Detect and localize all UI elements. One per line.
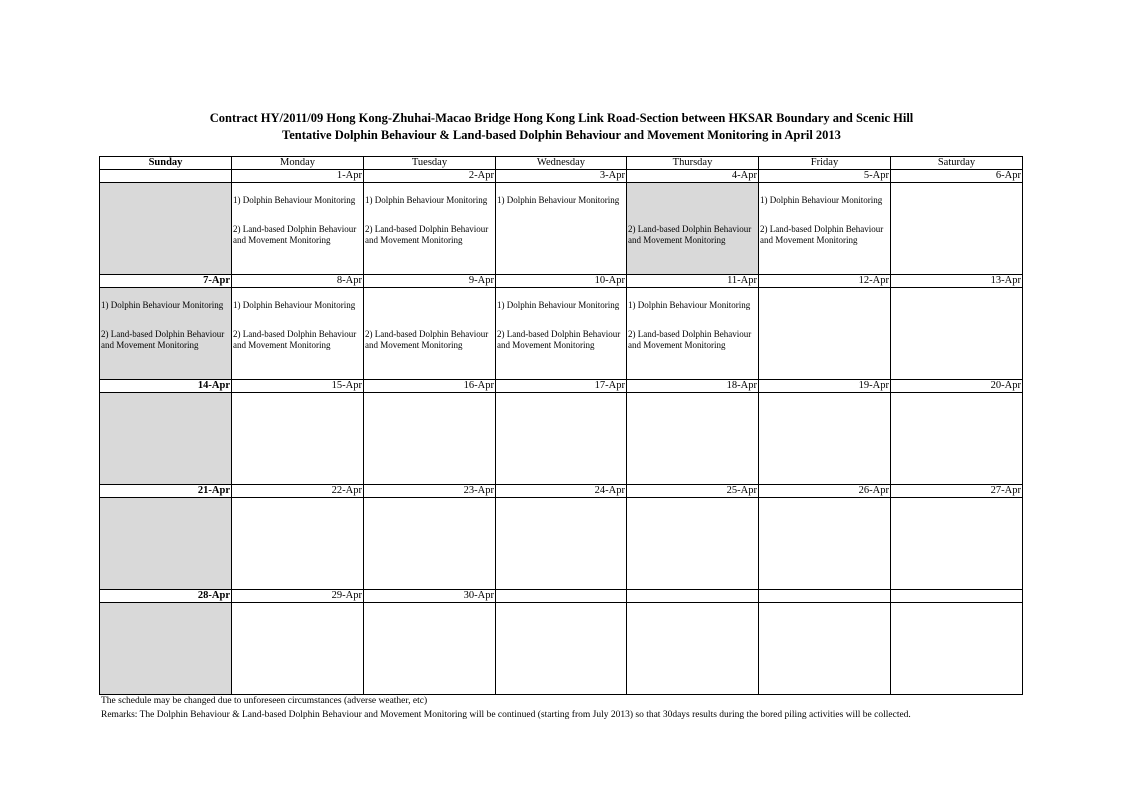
week-activity-row <box>100 393 1023 485</box>
day-cell-friday <box>759 498 891 590</box>
dolphin-behaviour-activity: 1) Dolphin Behaviour Monitoring <box>101 300 224 310</box>
day-cell-sunday <box>100 498 232 590</box>
date-label-sunday: 28-Apr <box>100 590 232 603</box>
dolphin-behaviour-activity: 1) Dolphin Behaviour Monitoring <box>365 195 488 205</box>
day-cell-sunday <box>100 288 232 380</box>
dolphin-behaviour-activity: 1) Dolphin Behaviour Monitoring <box>497 195 620 205</box>
day-cell-sunday <box>100 603 232 695</box>
date-label-tuesday: 30-Apr <box>364 590 496 603</box>
day-cell-monday <box>232 498 364 590</box>
dolphin-behaviour-activity: 1) Dolphin Behaviour Monitoring <box>760 195 883 205</box>
day-cell-sunday <box>100 183 232 275</box>
land-based-monitoring-activity: 2) Land-based Dolphin Behaviour and Movement Monitoring <box>628 224 752 245</box>
date-label-friday: 19-Apr <box>759 380 891 393</box>
day-cell-wednesday <box>496 183 627 275</box>
document-subtitle: Tentative Dolphin Behaviour & Land-based Dolphin Behaviour and Movement Monitoring in April 2013 <box>282 128 841 142</box>
date-label-saturday: 20-Apr <box>891 380 1023 393</box>
day-cell-saturday <box>891 183 1023 275</box>
land-based-monitoring-activity: 2) Land-based Dolphin Behaviour and Movement Monitoring <box>760 224 884 245</box>
day-cell-tuesday <box>364 498 496 590</box>
day-cell-monday <box>232 393 364 485</box>
date-label-wednesday: 17-Apr <box>496 380 627 393</box>
date-label-monday: 22-Apr <box>232 485 364 498</box>
weekday-header-row <box>100 157 1023 170</box>
date-label-monday: 8-Apr <box>232 275 364 288</box>
day-cell-friday <box>759 603 891 695</box>
day-cell-friday <box>759 288 891 380</box>
week-activity-row <box>100 603 1023 695</box>
day-cell-thursday <box>627 183 759 275</box>
date-label-tuesday: 2-Apr <box>364 170 496 183</box>
dolphin-behaviour-activity: 1) Dolphin Behaviour Monitoring <box>628 300 751 310</box>
day-cell-saturday <box>891 603 1023 695</box>
week-activity-row <box>100 288 1023 380</box>
land-based-monitoring-activity: 2) Land-based Dolphin Behaviour and Movement Monitoring <box>101 329 225 350</box>
date-label-saturday <box>891 590 1023 603</box>
day-cell-thursday <box>627 603 759 695</box>
date-label-friday <box>759 590 891 603</box>
day-cell-monday <box>232 183 364 275</box>
week-date-row <box>100 590 1023 603</box>
date-label-monday: 1-Apr <box>232 170 364 183</box>
document-title: Contract HY/2011/09 Hong Kong-Zhuhai-Macao Bridge Hong Kong Link Road-Section between HKSAR Boundary and Scenic Hill <box>209 111 914 125</box>
date-label-monday: 15-Apr <box>232 380 364 393</box>
date-label-thursday: 25-Apr <box>627 485 759 498</box>
day-cell-thursday <box>627 393 759 485</box>
day-cell-wednesday <box>496 393 627 485</box>
date-label-tuesday: 9-Apr <box>364 275 496 288</box>
date-label-sunday: 14-Apr <box>100 380 232 393</box>
date-label-sunday: 7-Apr <box>100 275 232 288</box>
dolphin-behaviour-activity: 1) Dolphin Behaviour Monitoring <box>233 300 356 310</box>
weekday-header-saturday: Saturday <box>891 157 1023 170</box>
date-label-wednesday: 10-Apr <box>496 275 627 288</box>
land-based-monitoring-activity: 2) Land-based Dolphin Behaviour and Movement Monitoring <box>365 329 489 350</box>
day-cell-tuesday <box>364 183 496 275</box>
date-label-saturday: 6-Apr <box>891 170 1023 183</box>
date-label-thursday: 18-Apr <box>627 380 759 393</box>
weekday-header-wednesday: Wednesday <box>496 157 627 170</box>
day-cell-monday <box>232 603 364 695</box>
day-cell-friday <box>759 183 891 275</box>
land-based-monitoring-activity: 2) Land-based Dolphin Behaviour and Movement Monitoring <box>233 224 357 245</box>
week-date-row <box>100 170 1023 183</box>
land-based-monitoring-activity: 2) Land-based Dolphin Behaviour and Movement Monitoring <box>628 329 752 350</box>
day-cell-tuesday <box>364 603 496 695</box>
date-label-monday: 29-Apr <box>232 590 364 603</box>
dolphin-behaviour-activity: 1) Dolphin Behaviour Monitoring <box>497 300 620 310</box>
date-label-friday: 26-Apr <box>759 485 891 498</box>
day-cell-saturday <box>891 393 1023 485</box>
day-cell-wednesday <box>496 288 627 380</box>
week-activity-row <box>100 183 1023 275</box>
date-label-tuesday: 16-Apr <box>364 380 496 393</box>
day-cell-wednesday <box>496 603 627 695</box>
calendar-table <box>99 156 1023 695</box>
day-cell-saturday <box>891 498 1023 590</box>
week-activity-row <box>100 498 1023 590</box>
land-based-monitoring-activity: 2) Land-based Dolphin Behaviour and Movement Monitoring <box>233 329 357 350</box>
day-cell-tuesday <box>364 393 496 485</box>
day-cell-sunday <box>100 393 232 485</box>
day-cell-thursday <box>627 498 759 590</box>
day-cell-saturday <box>891 288 1023 380</box>
weekday-header-tuesday: Tuesday <box>364 157 496 170</box>
date-label-sunday <box>100 170 232 183</box>
calendar-body <box>100 170 1023 695</box>
date-label-friday: 5-Apr <box>759 170 891 183</box>
remarks-note: Remarks: The Dolphin Behaviour & Land-based Dolphin Behaviour and Movement Monitoring will be continued (starting from July 2013) so that 30days results during the bored piling activities will be collected. <box>101 710 911 720</box>
land-based-monitoring-activity: 2) Land-based Dolphin Behaviour and Movement Monitoring <box>365 224 489 245</box>
date-label-wednesday: 3-Apr <box>496 170 627 183</box>
date-label-sunday: 21-Apr <box>100 485 232 498</box>
weekday-header-sunday: Sunday <box>100 157 232 170</box>
date-label-tuesday: 23-Apr <box>364 485 496 498</box>
date-label-saturday: 27-Apr <box>891 485 1023 498</box>
week-date-row <box>100 485 1023 498</box>
land-based-monitoring-activity: 2) Land-based Dolphin Behaviour and Movement Monitoring <box>497 329 621 350</box>
schedule-note: The schedule may be changed due to unforeseen circumstances (adverse weather, etc) <box>101 696 428 706</box>
week-date-row <box>100 275 1023 288</box>
date-label-friday: 12-Apr <box>759 275 891 288</box>
weekday-header-monday: Monday <box>232 157 364 170</box>
day-cell-monday <box>232 288 364 380</box>
day-cell-wednesday <box>496 498 627 590</box>
weekday-header-friday: Friday <box>759 157 891 170</box>
weekday-header-thursday: Thursday <box>627 157 759 170</box>
date-label-thursday: 4-Apr <box>627 170 759 183</box>
day-cell-tuesday <box>364 288 496 380</box>
day-cell-friday <box>759 393 891 485</box>
date-label-wednesday: 24-Apr <box>496 485 627 498</box>
date-label-saturday: 13-Apr <box>891 275 1023 288</box>
week-date-row <box>100 380 1023 393</box>
date-label-thursday <box>627 590 759 603</box>
date-label-thursday: 11-Apr <box>627 275 759 288</box>
day-cell-thursday <box>627 288 759 380</box>
date-label-wednesday <box>496 590 627 603</box>
dolphin-behaviour-activity: 1) Dolphin Behaviour Monitoring <box>233 195 356 205</box>
